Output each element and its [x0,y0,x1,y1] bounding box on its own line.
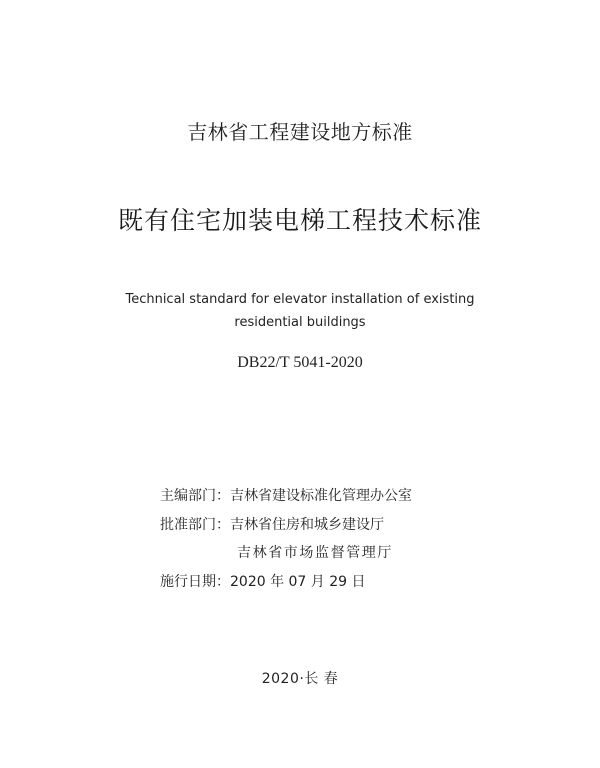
editor-department-value: 吉林省建设标准化管理办公室 [230,488,412,504]
approver-department-value-1: 吉林省住房和城乡建设厅 [230,516,384,533]
publication-info-block [160,484,412,598]
approver-department-row [160,513,412,542]
standard-series-heading: 吉林省工程建设地方标准 [187,120,413,144]
approver-department-label: 批准部门： [160,516,230,533]
publication-place-date: 2020·长 春 [261,671,339,687]
title-english-line-1: Technical standard for elevator installation of existing [125,292,475,307]
effective-date-label: 施行日期： [160,573,230,590]
editor-department-row [160,484,412,513]
approver-department-value-2: 吉林省市场监督管理厅 [237,545,393,561]
effective-date-value: 2020 年 07 月 29 日 [230,573,366,590]
document-title-english [0,288,600,334]
editor-department-label: 主编部门： [160,488,230,504]
document-title-chinese: 既有住宅加装电梯工程技术标准 [117,206,482,235]
effective-date-row [160,570,412,599]
approver-department-row-2 [160,541,412,570]
title-english-line-2: residential buildings [234,315,366,330]
standard-code: DB22/T 5041-2020 [237,354,363,371]
